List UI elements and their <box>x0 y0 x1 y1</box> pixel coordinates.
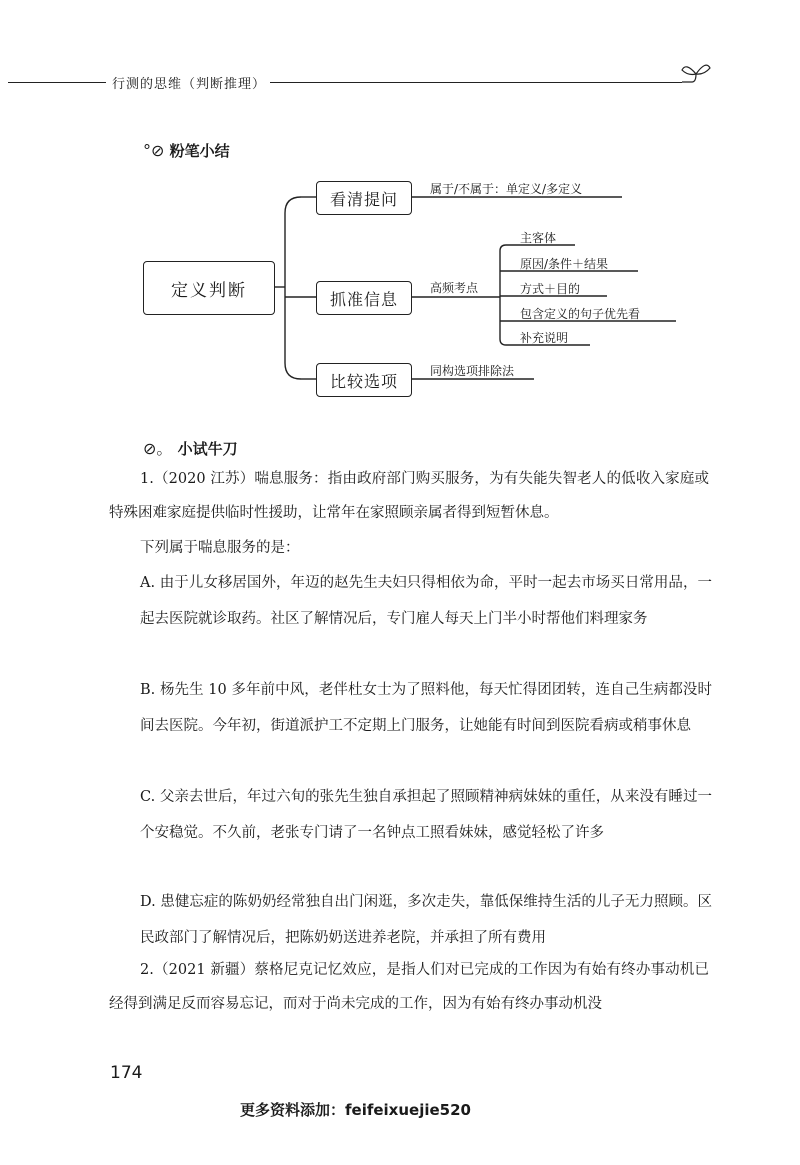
question-2-stem: 2.（2021 新疆）蔡格尼克记忆效应，是指人们对已完成的工作因为有始有终办事动机已经得到满足反而容易忘记，而对于尚未完成的工作，因为有始有终办事动机没 <box>109 962 709 1012</box>
mindmap-branch-2: 抓准信息 <box>316 281 412 315</box>
practice-heading <box>143 436 238 459</box>
mindmap-leaf-definition-sentence: 包含定义的句子优先看 <box>520 307 641 321</box>
mindmap-branch-3: 比较选项 <box>316 363 412 397</box>
mindmap-leaf-supplement: 补充说明 <box>520 331 569 345</box>
question-1-option-a: A. 由于儿女移居国外，年迈的赵先生夫妇只得相依为命，平时一起去市场买日常用品，一起去医院就诊取药。社区了解情况后，专门雇人每天上门半小时帮他们料理家务 <box>140 575 712 627</box>
chalk-icon: °⊘ <box>143 141 165 160</box>
mindmap-leaf-define-type: 属于/不属于：单定义/多定义 <box>430 182 583 196</box>
mindmap-branch-1: 看清提问 <box>316 181 412 215</box>
question-1-option-b: B. 杨先生 10 多年前中风，老伴杜女士为了照料他，每天忙得团团转，连自己生病都没时间去医院。今年初，街道派护工不定期上门服务，让她能有时间到医院看病或稍事休息 <box>140 682 712 734</box>
footer-note: 更多资料添加：feifeixuejie520 <box>240 1101 471 1119</box>
summary-title: 粉笔小结 <box>169 142 230 160</box>
mindmap-leaf-cause-result: 原因/条件＋结果 <box>520 257 609 271</box>
question-1-option-c: C. 父亲去世后，年过六旬的张先生独自承担起了照顾精神病妹妹的重任，从来没有睡过一个安稳觉。不久前，老张专门请了一名钟点工照看妹妹，感觉轻松了许多 <box>140 789 712 841</box>
question-1-prompt: 下列属于喘息服务的是： <box>140 540 300 556</box>
page-number: 174 <box>110 1063 143 1083</box>
question-1-option-d: D. 患健忘症的陈奶奶经常独自出门闲逛，多次走失，靠低保维持生活的儿子无力照顾。区民政部门了解情况后，把陈奶奶送进养老院，并承担了所有费用 <box>140 894 712 946</box>
mindmap-leaf-subject-object: 主客体 <box>520 231 557 245</box>
running-header-title: 行测的思维（判断推理） <box>112 77 267 92</box>
chalk-icon: ⊘。 <box>143 439 173 458</box>
mindmap-leaf-means-purpose: 方式＋目的 <box>520 282 581 296</box>
mindmap-connector-label: 高频考点 <box>430 281 479 295</box>
practice-title: 小试牛刀 <box>177 440 238 458</box>
question-1-stem: 1.（2020 江苏）喘息服务：指由政府部门购买服务，为有失能失智老人的低收入家庭或特殊困难家庭提供临时性援助，让常年在家照顾亲属者得到短暂休息。 <box>109 471 709 521</box>
mindmap-root: 定义判断 <box>143 261 275 315</box>
mindmap-leaf-isomorphic: 同构选项排除法 <box>430 364 515 378</box>
